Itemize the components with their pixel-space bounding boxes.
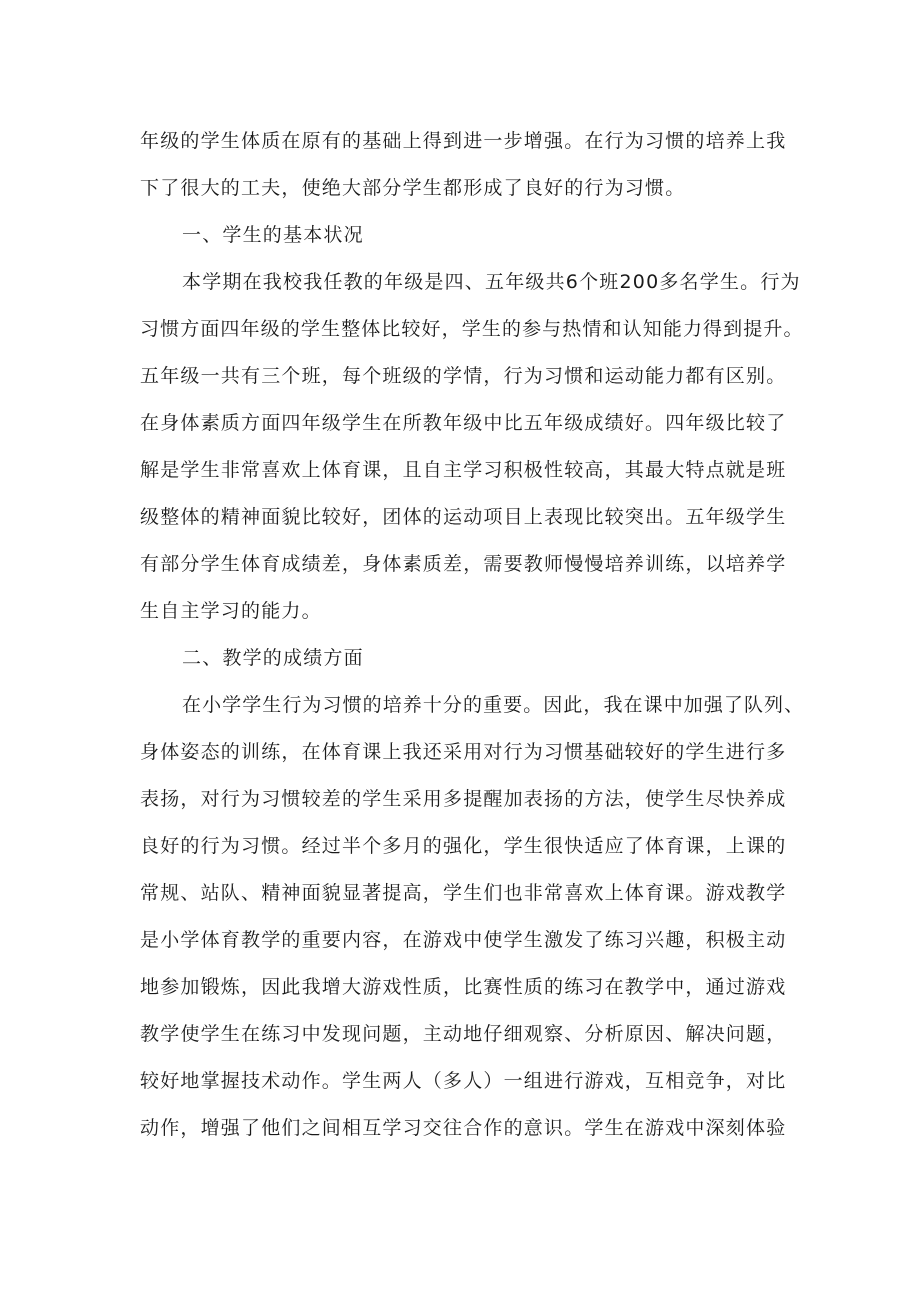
document-body: [140, 118, 805, 1152]
text-line: 二、教学的成绩方面: [182, 647, 364, 669]
text-line: 有部分学生体育成绩差，身体素质差，需要教师慢慢培养训练，以培养学: [140, 553, 787, 575]
text-line: 级整体的精神面貌比较好，团体的运动项目上表现比较突出。五年级学生: [140, 506, 787, 528]
text-line: 表扬，对行为习惯较差的学生采用多提醒加表扬的方法，使学生尽快养成: [140, 788, 787, 810]
text-line: 年级的学生体质在原有的基础上得到进一步增强。在行为习惯的培养上我: [140, 130, 787, 152]
text-line: 动作，增强了他们之间相互学习交往合作的意识。学生在游戏中深刻体验: [140, 1117, 787, 1139]
text-line: 在小学学生行为习惯的培养十分的重要。因此，我在课中加强了队列、: [182, 694, 805, 716]
text-line: 是小学体育教学的重要内容，在游戏中使学生激发了练习兴趣，积极主动: [140, 929, 787, 951]
text-line: 在身体素质方面四年级学生在所教年级中比五年级成绩好。四年级比较了: [140, 412, 787, 434]
text-line: 常规、站队、精神面貌显著提高，学生们也非常喜欢上体育课。游戏教学: [140, 882, 787, 904]
text-line: 本学期在我校我任教的年级是四、五年级共6个班200多名学生。行为: [182, 271, 801, 293]
text-line: 习惯方面四年级的学生整体比较好，学生的参与热情和认知能力得到提升。: [140, 318, 804, 340]
text-line: 身体姿态的训练，在体育课上我还采用对行为习惯基础较好的学生进行多: [140, 741, 787, 763]
text-line: 下了很大的工夫，使绝大部分学生都形成了良好的行为习惯。: [140, 177, 686, 199]
text-line: 地参加锻炼，因此我增大游戏性质，比赛性质的练习在教学中，通过游戏: [140, 976, 787, 998]
text-line: 良好的行为习惯。经过半个多月的强化，学生很快适应了体育课，上课的: [140, 835, 787, 857]
text-line: 教学使学生在练习中发现问题，主动地仔细观察、分析原因、解决问题，: [140, 1023, 787, 1045]
text-line: 解是学生非常喜欢上体育课，且自主学习积极性较高，其最大特点就是班: [140, 459, 787, 481]
text-line: 五年级一共有三个班，每个班级的学情，行为习惯和运动能力都有区别。: [140, 365, 787, 387]
text-line: 较好地掌握技术动作。学生两人（多人）一组进行游戏，互相竞争，对比: [140, 1070, 787, 1092]
text-line: 一、学生的基本状况: [182, 224, 364, 246]
text-line: 生自主学习的能力。: [140, 600, 322, 622]
